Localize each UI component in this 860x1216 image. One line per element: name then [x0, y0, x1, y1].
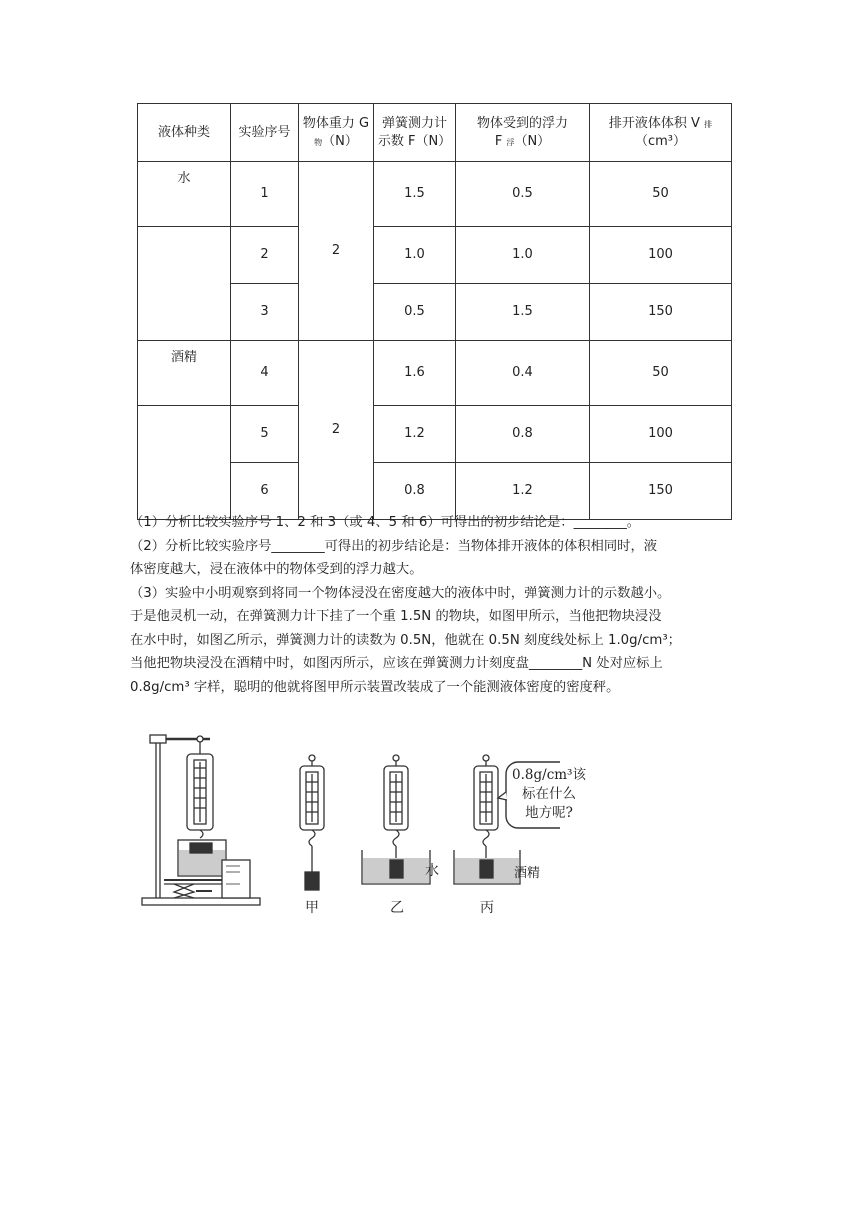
trial-cell: 5 [231, 406, 299, 463]
header-volume: 排开液体体积 V 排 （cm³） [590, 104, 732, 162]
stand-apparatus [142, 735, 260, 905]
volume-cell: 150 [590, 284, 732, 341]
reading-cell: 1.2 [374, 406, 456, 463]
caption-c: 丙 [480, 900, 494, 916]
volume-cell: 50 [590, 162, 732, 227]
question-3-line-1: （3）实验中小明观察到将同一个物体浸没在密度越大的液体中时，弹簧测力计的示数越小。 [130, 585, 671, 601]
header-liquid: 液体种类 [138, 104, 231, 162]
question-3-line-2: 于是他灵机一动，在弹簧测力计下挂了一个重 1.5N 的物块，如图甲所示，当他把物块浸没 [130, 609, 662, 624]
experiment-figure [140, 732, 586, 922]
table-row [138, 341, 732, 406]
header-reading: 弹簧测力计 示数 F（N） [374, 104, 456, 162]
question-1: （1）分析比较实验序号 1、2 和 3（或 4、5 和 6）可得出的初步结论是：________。 [130, 515, 641, 530]
experiment-illustration [140, 732, 560, 922]
trial-cell: 1 [231, 162, 299, 227]
buoyancy-cell: 1.2 [456, 463, 590, 520]
weight-cell: 2 [299, 162, 374, 341]
label-water: 水 [425, 863, 439, 879]
trial-cell: 3 [231, 284, 299, 341]
buoyancy-cell: 0.8 [456, 406, 590, 463]
question-2-line-1: （2）分析比较实验序号________可得出的初步结论是：当物体排开液体的体积相同时，液 [130, 538, 658, 554]
caption-a: 甲 [305, 900, 319, 916]
liquid-cell-empty [138, 227, 231, 341]
reading-cell: 1.5 [374, 162, 456, 227]
table-row [138, 406, 732, 463]
liquid-cell: 水 [138, 162, 231, 227]
volume-cell: 150 [590, 463, 732, 520]
reading-cell: 1.6 [374, 341, 456, 406]
reading-cell: 0.8 [374, 463, 456, 520]
label-alcohol: 酒精 [514, 866, 541, 881]
header-trial: 实验序号 [231, 104, 299, 162]
header-buoyancy: 物体受到的浮力 F 浮（N） [456, 104, 590, 162]
weight-cell: 2 [299, 341, 374, 520]
trial-cell: 2 [231, 227, 299, 284]
buoyancy-cell: 1.5 [456, 284, 590, 341]
buoyancy-cell: 0.4 [456, 341, 590, 406]
question-3-line-3: 在水中时，如图乙所示，弹簧测力计的读数为 0.5N，他就在 0.5N 刻度线处标上 1.0g/cm³； [130, 632, 681, 648]
buoyancy-cell: 1.0 [456, 227, 590, 284]
reading-cell: 0.5 [374, 284, 456, 341]
trial-cell: 4 [231, 341, 299, 406]
volume-cell: 100 [590, 406, 732, 463]
header-row [138, 104, 732, 162]
bubble-text: 0.8g/cm³该 标在什么 地方呢? [512, 767, 586, 821]
question-3-line-5: 0.8g/cm³ 字样，聪明的他就将图甲所示装置改装成了一个能测液体密度的密度秤。 [130, 679, 620, 695]
question-2-line-2: 体密度越大，浸在液体中的物体受到的浮力越大。 [130, 562, 423, 577]
caption-b: 乙 [390, 900, 404, 916]
liquid-cell: 酒精 [138, 341, 231, 406]
volume-cell: 100 [590, 227, 732, 284]
trial-cell: 6 [231, 463, 299, 520]
header-weight: 物体重力 G 物（N） [299, 104, 374, 162]
buoyancy-cell: 0.5 [456, 162, 590, 227]
liquid-cell-empty [138, 406, 231, 520]
scale-a [300, 755, 324, 890]
questions [130, 511, 734, 699]
volume-cell: 50 [590, 341, 732, 406]
reading-cell: 1.0 [374, 227, 456, 284]
scale-b [362, 755, 430, 884]
table-row [138, 162, 732, 227]
question-3-line-4: 当他把物块浸没在酒精中时，如图丙所示，应该在弹簧测力计刻度盘________N 处对应标上 [130, 656, 663, 671]
table-row [138, 227, 732, 284]
data-table [137, 103, 732, 520]
